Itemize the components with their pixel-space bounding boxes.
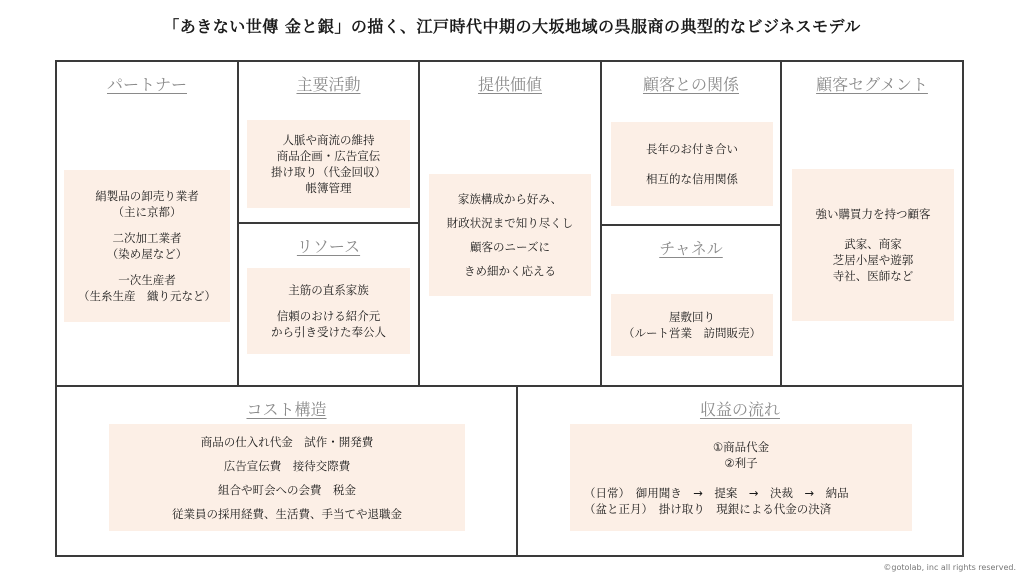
revenue-flow: （盆と正月） 掛け取り 現銀による代金の決済 <box>584 501 832 516</box>
key-activities-cell <box>237 60 420 224</box>
partners-line: （生糸生産 織り元など） <box>78 289 216 303</box>
revenue-item: ①商品代金 <box>712 439 770 454</box>
costs-line: 組合や町会への会費 税金 <box>218 482 356 497</box>
channels-line: （ルート営業 訪問販売） <box>623 326 761 340</box>
costs-box <box>109 424 465 531</box>
relationships-heading: 顧客との関係 <box>642 75 739 94</box>
segments-line: 武家、商家 <box>844 237 902 251</box>
page-title: 「あきない世傳 金と銀」の描く、江戸時代中期の大坂地域の呉服商の典型的なビジネスモデル <box>163 17 861 36</box>
partners-heading: パートナー <box>106 75 187 94</box>
costs-heading: コスト構造 <box>246 400 327 419</box>
revenue-box <box>570 424 912 531</box>
segments-box <box>792 169 954 321</box>
key-activities-heading: 主要活動 <box>296 75 361 94</box>
segments-line: 寺社、医師など <box>832 269 914 283</box>
resources-heading: リソース <box>296 237 361 256</box>
copyright-notice: ©gotolab, inc all rights reserved. <box>883 563 1016 572</box>
channels-line: 屋敷回り <box>669 310 715 324</box>
partners-line: 二次加工業者 <box>112 231 182 245</box>
relationships-line: 長年のお付き合い <box>646 142 738 156</box>
partners-line: （主に京都） <box>112 205 182 219</box>
resources-line: 信頼のおける紹介元 <box>276 309 381 323</box>
revenue-heading: 収益の流れ <box>699 400 780 419</box>
resources-box <box>247 268 410 354</box>
key-activities-box <box>247 120 410 208</box>
costs-cell <box>55 385 518 557</box>
resources-cell <box>237 222 420 387</box>
key-activities-line: 人脈や商流の維持 <box>282 133 375 147</box>
key-activities-line: 掛け取り（代金回収） <box>271 165 386 179</box>
partners-box <box>64 170 230 322</box>
channels-box <box>611 294 773 356</box>
value-line: 財政状況まで知り尽くし <box>446 216 574 230</box>
key-activities-line: 商品企画・広告宣伝 <box>276 149 381 163</box>
value-line: 家族構成から好み、 <box>457 192 563 206</box>
partners-line: 一次生産者 <box>118 273 176 287</box>
segments-cell <box>780 60 964 387</box>
value-line: きめ細かく応える <box>464 264 556 278</box>
channels-cell <box>600 224 782 387</box>
costs-line: 広告宣伝費 接待交際費 <box>223 458 351 473</box>
partners-line: 絹製品の卸売り業者 <box>95 189 199 203</box>
relationships-cell <box>600 60 782 226</box>
channels-heading: チャネル <box>659 239 723 258</box>
relationships-line: 相互的な信用関係 <box>646 172 738 186</box>
costs-line: 従業員の採用経費、生活費、手当てや退職金 <box>172 506 402 521</box>
revenue-cell <box>516 385 964 557</box>
relationships-box <box>611 122 773 206</box>
value-box <box>429 174 591 296</box>
key-activities-line: 帳簿管理 <box>305 181 352 195</box>
value-heading: 提供価値 <box>477 75 542 94</box>
costs-line: 商品の仕入れ代金 試作・開発費 <box>200 434 374 449</box>
resources-line: 主筋の直系家族 <box>288 283 369 297</box>
value-line: 顧客のニーズに <box>470 240 550 254</box>
resources-line: から引き受けた奉公人 <box>271 325 386 339</box>
segments-line: 芝居小屋や遊郭 <box>832 253 914 267</box>
revenue-item: ②利子 <box>724 455 758 470</box>
partners-line: （染め屋など） <box>106 247 188 261</box>
partners-cell <box>55 60 239 387</box>
revenue-flow: （日常） 御用聞き → 提案 → 決裁 → 納品 <box>584 485 849 500</box>
segments-heading: 顧客セグメント <box>816 75 928 94</box>
segments-line: 強い購買力を持つ顧客 <box>815 207 931 221</box>
value-cell <box>418 60 602 387</box>
